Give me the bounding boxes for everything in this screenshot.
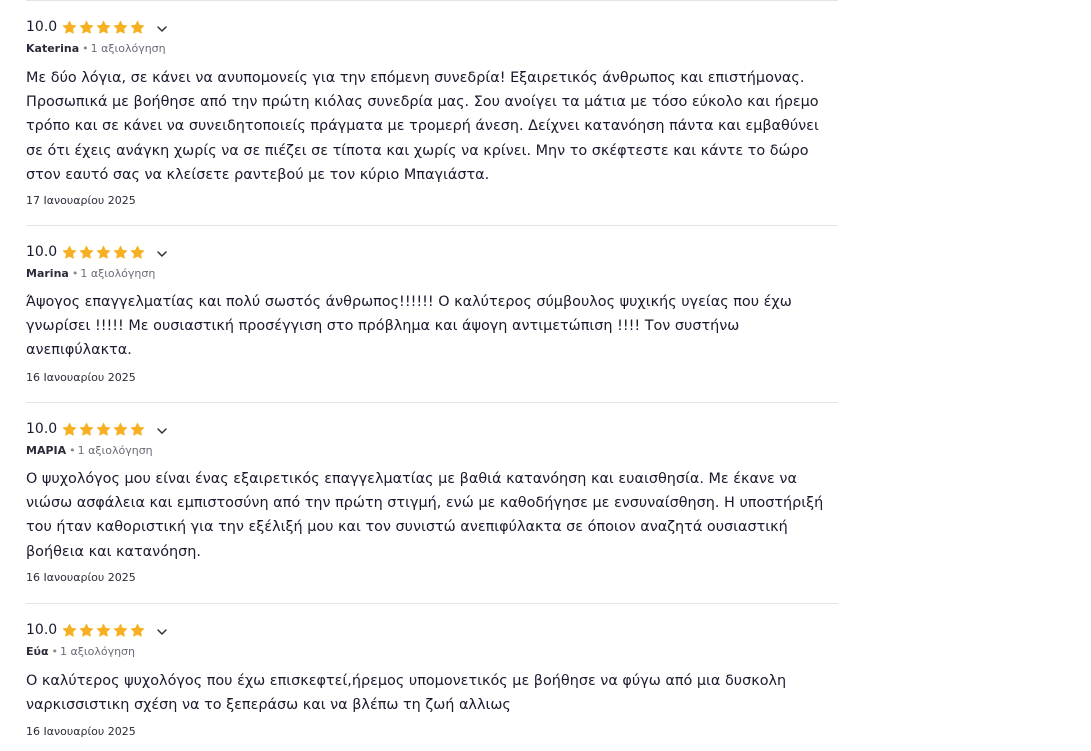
star-rating [62,245,147,260]
star-icon [130,623,145,638]
review-date: 16 Ιανουαρίου 2025 [26,371,136,384]
star-icon [79,623,94,638]
reviewer-review-count: 1 αξιολόγηση [80,267,156,280]
reviewer-review-count: 1 αξιολόγηση [90,42,166,55]
chevron-down-icon[interactable] [156,248,168,260]
review-card [26,603,838,751]
review-date: 16 Ιανουαρίου 2025 [26,725,136,738]
chevron-down-icon[interactable] [156,23,168,35]
star-icon [130,245,145,260]
reviews-list [26,0,838,751]
star-icon [96,20,111,35]
star-icon [62,623,77,638]
star-icon [62,422,77,437]
star-rating [62,422,147,437]
star-icon [130,422,145,437]
rating-row [26,620,168,640]
review-text: Ο ψυχολόγος μου είναι ένας εξαιρετικός επαγγελματίας με βαθιά κατανόηση και ευαισθησία. Με έκανε να νιώσω ασφάλεια και εμπιστοσύνη από την πρώτη στιγμή, ενώ με καθοδήγησε με ενσυναίσθηση. Η υποστήριξή του ήταν καθοριστική για την εξέλιξή μου και τον συνιστώ ανεπιφύλακτα σε όποιον αναζητά ουσιαστική βοήθεια και κατανόηση. [26,471,824,560]
rating-row [26,17,168,37]
review-card [26,402,838,603]
reviewer-name: ΜΑΡΙΑ [26,444,67,457]
star-icon [79,20,94,35]
rating-score: 10.0 [26,244,58,260]
meta-separator: • [69,444,76,457]
star-icon [113,623,128,638]
review-text: Άψογος επαγγελματίας και πολύ σωστός άνθρωπος!!!!!! Ο καλύτερος σύμβουλος ψυχικής υγείας που έχω γνωρίσει !!!!! Με ουσιαστική προσέγγιση στο πρόβλημα και άψογη αντιμετώπιση !!!! Τον συστήνω ανεπιφύλακτα. [26,294,792,359]
review-date: 16 Ιανουαρίου 2025 [26,571,136,584]
review-card [26,225,838,402]
review-date: 17 Ιανουαρίου 2025 [26,194,136,207]
review-meta [26,443,153,459]
meta-separator: • [71,267,79,280]
chevron-down-icon[interactable] [156,626,168,638]
star-icon [96,422,111,437]
rating-row [26,242,168,262]
rating-row [26,419,168,439]
reviewer-name: Katerina [26,42,80,55]
review-text: Ο καλύτερος ψυχολόγος που έχω επισκεφτεί,ήρεμος υπομονετικός με βοήθησε να φύγω από μια δυσκολη ναρκισσιστικη σχέση να το ξεπεράσω και να βλέπω τη ζωή αλλιως [26,673,787,714]
reviewer-review-count: 1 αξιολόγηση [60,645,135,658]
chevron-down-icon[interactable] [156,425,168,437]
star-rating [62,20,147,35]
meta-separator: • [51,645,58,658]
star-icon [79,245,94,260]
review-card [26,0,838,225]
review-meta [26,41,166,57]
star-icon [113,422,128,437]
star-icon [62,20,77,35]
rating-score: 10.0 [26,421,58,437]
star-icon [62,245,77,260]
star-icon [113,245,128,260]
reviewer-name: Marina [26,267,69,280]
rating-score: 10.0 [26,622,58,638]
star-icon [96,245,111,260]
star-icon [130,20,145,35]
rating-score: 10.0 [26,19,58,35]
review-text: Με δύο λόγια, σε κάνει να ανυπομονείς για την επόμενη συνεδρία! Εξαιρετικός άνθρωπος και επιστήμονας. Προσωπικά με βοήθησε από την πρώτη κιόλας συνεδρία μας. Σου ανοίγει τα μάτια με τόσο εύκολο και ήρεμο τρόπο και σε κάνει να συνειδητοποιείς πράγματα με τρομερή άνεση. Δείχνει κατανόηση πάντα και εμβαθύνει σε ότι έχεις ανάγκη χωρίς να σε πιέζει σε τίποτα και χωρίς να κρίνει. Μην το σκέφτεστε και κάντε το δώρο στον εαυτό σας να κλείσετε ραντεβού με τον κύριο Μπαγιάστα. [26,70,819,183]
star-rating [62,623,147,638]
meta-separator: • [82,42,89,55]
star-icon [79,422,94,437]
star-icon [96,623,111,638]
review-meta [26,266,155,282]
star-icon [113,20,128,35]
reviewer-name: Εύα [26,645,49,658]
reviewer-review-count: 1 αξιολόγηση [77,444,153,457]
review-meta [26,644,135,660]
